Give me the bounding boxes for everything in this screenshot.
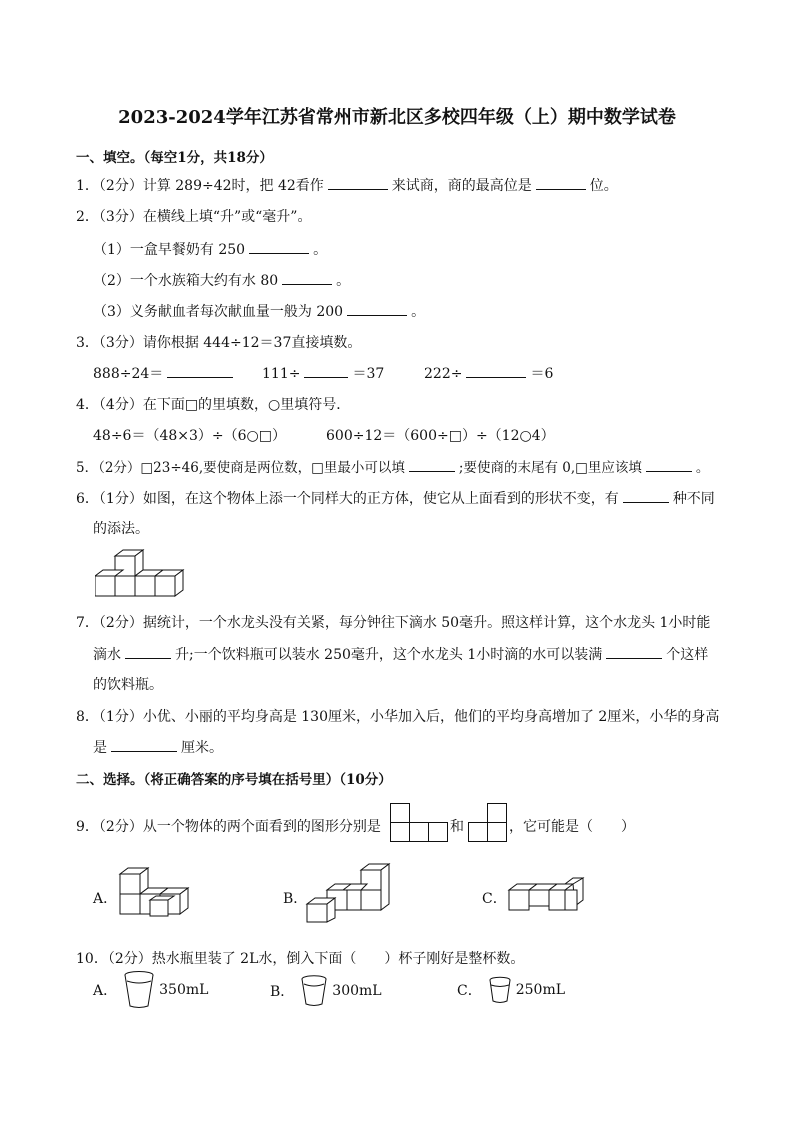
- q3-item-c: [424, 363, 553, 383]
- q8-text-a: 是: [93, 740, 107, 756]
- q2-s1-text: （1）一盒早餐奶有 250: [93, 242, 246, 258]
- q6-cube-figure: [95, 548, 187, 598]
- q5-text-pre: 5．（2分）□23÷46,要使商是两位数，□里最小可以填: [76, 460, 405, 476]
- q8-blank[interactable]: [111, 738, 177, 752]
- question-6-line-1: [76, 488, 715, 508]
- q1-text-pre: 1．（2分）计算 289÷42时，把 42看作: [76, 178, 324, 194]
- question-4-stem: 4．（4分）在下面□的里填数，○里填符号．: [76, 397, 351, 413]
- question-2-sub-3: [93, 301, 425, 321]
- q3-blank-c[interactable]: [466, 364, 526, 378]
- question-7-line-2: [93, 644, 708, 664]
- q9-view-2-figure: [468, 803, 508, 843]
- q4-item-b: 600÷12＝（600÷□）÷（12○4）: [326, 428, 555, 444]
- q2-blank-1[interactable]: [249, 240, 309, 254]
- q1-text-post: 位。: [589, 178, 618, 194]
- question-8-line-2: [93, 737, 223, 757]
- q7-text-a: 滴水: [93, 647, 121, 663]
- q9-option-b-figure[interactable]: [305, 862, 391, 924]
- question-8-line-1: 8．（1分）小优、小丽的平均身高是 130厘米，小华加入后，他们的平均身高增加了 2厘米，小华的身高: [76, 709, 720, 725]
- q9-option-c-figure[interactable]: [507, 876, 585, 914]
- page-title: 2023-2024学年江苏省常州市新北区多校四年级（上）期中数学试卷: [118, 107, 676, 128]
- q5-blank-2[interactable]: [646, 458, 692, 472]
- q1-blank-1[interactable]: [328, 176, 388, 190]
- q3-c-text-1: 222÷: [424, 366, 463, 382]
- question-10-stem: 10．（2分）热水瓶里装了 2L水，倒入下面（ ）杯子刚好是整杯数。: [76, 951, 525, 967]
- q9-view-1-figure: [390, 803, 448, 843]
- question-6-line-2: 的添法。: [93, 521, 149, 537]
- q10-option-b-label: B．: [270, 984, 295, 1000]
- question-1: [76, 175, 618, 195]
- q3-c-text-2: ＝6: [530, 366, 554, 382]
- q2-s3-text: （3）义务献血者每次献血量一般为 200: [93, 304, 344, 320]
- q3-blank-b[interactable]: [304, 364, 348, 378]
- q2-s2-end: 。: [336, 273, 351, 289]
- q2-blank-2[interactable]: [282, 271, 332, 285]
- q2-s3-end: 。: [411, 304, 426, 320]
- q2-s1-end: 。: [313, 242, 328, 258]
- q9-option-c-label[interactable]: C．: [482, 891, 507, 907]
- q4-item-a: 48÷6＝（48×3）÷（6○□）: [93, 428, 286, 444]
- q3-item-a: [93, 363, 237, 383]
- q7-text-b: 升;一个饮料瓶可以装水 250毫升，这个水龙头 1小时滴的水可以装满: [175, 647, 603, 663]
- q3-b-text-1: 111÷: [262, 366, 301, 382]
- q10-option-a[interactable]: [93, 970, 208, 1010]
- question-9-post: ，它可能是（ ）: [509, 819, 635, 835]
- q3-a-text: 888÷24＝: [93, 366, 164, 382]
- q6-blank[interactable]: [623, 489, 669, 503]
- question-2-stem: 2．（3分）在横线上填“升”或“毫升”。: [76, 209, 312, 225]
- q10-option-b[interactable]: [270, 974, 382, 1008]
- question-7-line-1: 7．（2分）据统计，一个水龙头没有关紧，每分钟往下滴水 50毫升。照这样计算，这个水龙头 1小时能: [76, 615, 711, 631]
- question-5: [76, 456, 709, 476]
- q2-s2-text: （2）一个水族箱大约有水 80: [93, 273, 279, 289]
- q5-text-post: 。: [695, 460, 710, 476]
- q10-option-a-label: A．: [93, 983, 118, 999]
- section-1-heading: 一、填空。（每空1分，共18分）: [76, 150, 273, 166]
- q10-option-c-volume: 250mL: [515, 982, 566, 998]
- question-7-line-3: 的饮料瓶。: [93, 677, 163, 693]
- cup-icon: [300, 974, 328, 1008]
- q7-text-c: 个这样: [666, 647, 709, 663]
- q5-blank-1[interactable]: [409, 458, 455, 472]
- q1-text-mid: 来试商，商的最高位是: [391, 178, 532, 194]
- q9-option-b-label[interactable]: B．: [283, 891, 308, 907]
- q6-text-b: 种不同: [672, 491, 715, 507]
- q10-option-c[interactable]: [457, 976, 565, 1004]
- question-9-pre: 9．（2分）从一个物体的两个面看到的图形分别是: [76, 819, 381, 835]
- question-2-sub-2: [93, 270, 350, 290]
- cup-icon: [488, 976, 512, 1004]
- q9-option-a-figure[interactable]: [118, 866, 190, 918]
- question-2-sub-1: [93, 239, 327, 259]
- question-9-and: 和: [450, 819, 464, 835]
- q2-blank-3[interactable]: [347, 302, 407, 316]
- q10-option-c-label: C．: [457, 983, 482, 999]
- q9-option-a-label[interactable]: A．: [93, 891, 118, 907]
- section-2-heading: 二、选择。（将正确答案的序号填在括号里）（10分）: [76, 772, 392, 788]
- q3-b-text-2: ＝37: [352, 366, 385, 382]
- q7-blank-1[interactable]: [125, 645, 171, 659]
- q8-text-b: 厘米。: [181, 740, 223, 756]
- q3-item-b: [262, 363, 384, 383]
- cup-icon: [123, 970, 155, 1010]
- question-3-stem: 3．（3分）请你根据 444÷12＝37直接填数。: [76, 335, 362, 351]
- q1-blank-2[interactable]: [536, 176, 586, 190]
- q6-text-a: 6．（1分）如图，在这个物体上添一个同样大的正方体，使它从上面看到的形状不变，有: [76, 491, 619, 507]
- q5-text-mid: ;要使商的末尾有 0,□里应该填: [458, 460, 642, 476]
- q10-option-b-volume: 300mL: [332, 983, 382, 999]
- q10-option-a-volume: 350mL: [159, 982, 209, 998]
- q7-blank-2[interactable]: [606, 645, 662, 659]
- q3-blank-a[interactable]: [167, 364, 233, 378]
